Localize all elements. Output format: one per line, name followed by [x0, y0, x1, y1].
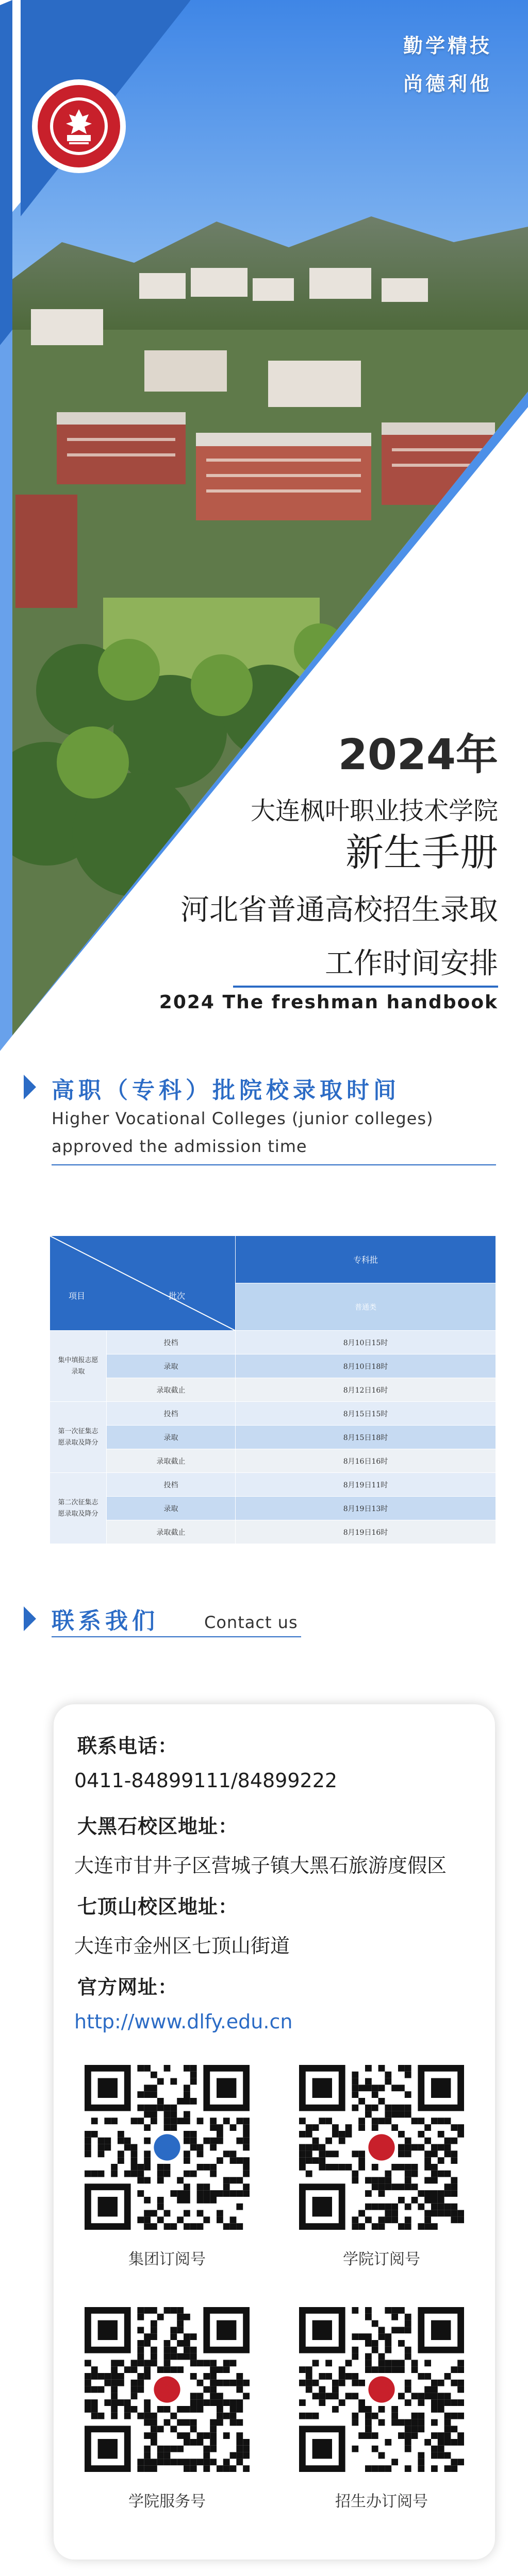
slogan-line-1: 勤学精技 — [403, 35, 492, 57]
qr-caption: 学院订阅号 — [343, 2250, 420, 2268]
website-link[interactable]: http://www.dlfy.edu.cn — [74, 2010, 293, 2033]
time-cell: 8月15日18时 — [236, 1426, 496, 1449]
table-row — [50, 1331, 496, 1354]
divider — [52, 1636, 301, 1637]
section-marker-icon — [24, 1075, 36, 1099]
group-name: 第二次征集志愿录取及降分 — [50, 1473, 107, 1544]
hero-banner — [0, 0, 528, 1051]
table-corner-header — [50, 1236, 236, 1331]
campus2-label: 七顶山校区地址： — [77, 1895, 239, 1918]
table-row — [50, 1473, 496, 1497]
stage-cell: 投档 — [107, 1473, 236, 1497]
campus2-address: 大连市金州区七顶山街道 — [74, 1935, 290, 1957]
table-row — [50, 1378, 496, 1402]
qr-caption: 集团订阅号 — [128, 2250, 206, 2268]
table-row — [50, 1426, 496, 1449]
school-name: 大连枫叶职业技术学院 — [250, 796, 498, 825]
handbook-title: 新生手册 — [345, 831, 498, 875]
table-row — [50, 1497, 496, 1520]
admission-table — [50, 1235, 496, 1544]
qr-code-icon[interactable] — [299, 2065, 464, 2230]
campus1-label: 大黑石校区地址： — [77, 1815, 239, 1838]
stage-cell: 录取 — [107, 1497, 236, 1520]
time-cell: 8月19日11时 — [236, 1473, 496, 1497]
qr-caption: 学院服务号 — [128, 2493, 206, 2511]
phone-label: 联系电话： — [77, 1735, 178, 1757]
time-cell: 8月15日15时 — [236, 1402, 496, 1426]
time-cell: 8月10日18时 — [236, 1354, 496, 1378]
admission-section-title: 高职（专科）批院校录取时间 — [52, 1077, 400, 1104]
time-cell: 8月19日13时 — [236, 1497, 496, 1520]
time-cell: 8月19日16时 — [236, 1520, 496, 1544]
qr-code-icon[interactable] — [85, 2065, 250, 2230]
qr-code-icon[interactable] — [299, 2307, 464, 2472]
stage-cell: 录取截止 — [107, 1449, 236, 1473]
stage-cell: 录取截止 — [107, 1520, 236, 1544]
table-row — [50, 1402, 496, 1426]
qr-caption: 招生办订阅号 — [335, 2493, 428, 2511]
group-name: 集中填报志愿录取 — [50, 1331, 107, 1402]
qr-code-icon[interactable] — [85, 2307, 250, 2472]
slogan-line-2: 尚德利他 — [403, 73, 492, 95]
admission-subtitle-1: Higher Vocational Colleges (junior colleges) — [52, 1109, 434, 1128]
admission-subtitle-2: approved the admission time — [52, 1137, 307, 1156]
section-marker-icon — [24, 1606, 36, 1631]
hebei-title: 河北省普通高校招生录取 — [180, 893, 498, 927]
stage-cell: 录取 — [107, 1354, 236, 1378]
stage-cell: 投档 — [107, 1331, 236, 1354]
contact-card — [54, 1704, 495, 2560]
corner-item-label: 项目 — [69, 1291, 86, 1301]
group-name: 第一次征集志愿录取及降分 — [50, 1402, 107, 1473]
contact-subtitle: Contact us — [204, 1613, 298, 1632]
stage-cell: 录取 — [107, 1426, 236, 1449]
time-cell: 8月16日16时 — [236, 1449, 496, 1473]
corner-batch-label: 批次 — [169, 1291, 186, 1301]
subbatch-header: 普通类 — [236, 1283, 496, 1331]
website-label: 官方网址： — [77, 1976, 178, 1998]
schedule-title: 工作时间安排 — [325, 947, 498, 980]
time-cell: 8月12日16时 — [236, 1378, 496, 1402]
stage-cell: 投档 — [107, 1402, 236, 1426]
table-row — [50, 1520, 496, 1544]
year-title: 2024年 — [338, 731, 498, 779]
college-seal-icon — [35, 82, 123, 170]
campus1-address: 大连市甘井子区营城子镇大黑石旅游度假区 — [74, 1854, 447, 1877]
phone-number[interactable]: 0411-84899111/84899222 — [74, 1769, 338, 1792]
stage-cell: 录取截止 — [107, 1378, 236, 1402]
divider — [233, 986, 498, 988]
table-row — [50, 1449, 496, 1473]
table-row — [50, 1354, 496, 1378]
batch-header: 专科批 — [236, 1236, 496, 1283]
divider — [52, 1164, 496, 1165]
time-cell: 8月10日15时 — [236, 1331, 496, 1354]
english-title: 2024 The freshman handbook — [159, 992, 498, 1013]
contact-section-title: 联系我们 — [52, 1608, 159, 1634]
